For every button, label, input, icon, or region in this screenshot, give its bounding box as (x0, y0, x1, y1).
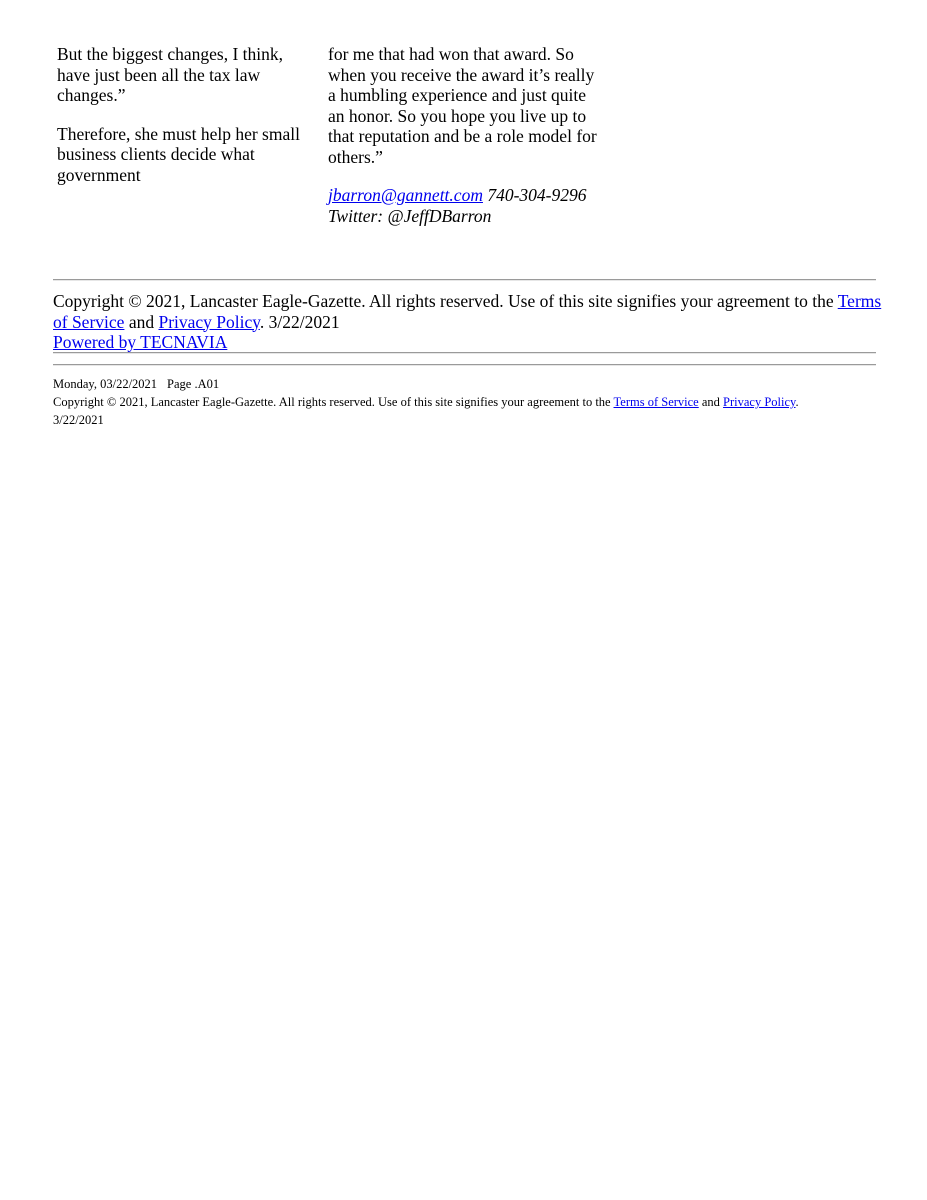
footer-copyright-text: Copyright © 2021, Lancaster Eagle-Gazette. All rights reserved. Use of this site signifies your agreement to the (53, 395, 614, 409)
footer-date-line: 3/22/2021 (53, 413, 104, 427)
footer-copyright-line (53, 393, 883, 411)
powered-by-line (53, 332, 883, 353)
footer-meta-line (53, 375, 883, 393)
footer-terms-of-service-link[interactable]: Terms of Service (613, 395, 699, 409)
divider (53, 352, 876, 354)
and-text: and (124, 311, 159, 332)
page-footer (53, 375, 883, 429)
terms-of-service-link[interactable]: Terms of Service (53, 291, 882, 332)
copyright-block (53, 291, 883, 353)
footer-page: Page .A01 (167, 377, 220, 391)
author-byline (328, 185, 603, 226)
article-paragraph: Therefore, she must help her small business clients decide what government (57, 123, 300, 185)
copyright-text: Copyright © 2021, Lancaster Eagle-Gazette. All rights reserved. Use of this site signifies your agreement to the (53, 291, 838, 311)
divider (53, 279, 876, 281)
article-column-1 (57, 44, 319, 185)
footer-period: . (795, 395, 799, 409)
footer-and-text: and (698, 395, 724, 409)
footer-privacy-policy-link[interactable]: Privacy Policy (723, 395, 796, 409)
article-column-2 (328, 44, 603, 226)
divider (53, 364, 876, 366)
powered-by-link[interactable]: Powered by TECNAVIA (53, 332, 228, 352)
privacy-policy-link[interactable]: Privacy Policy (158, 311, 260, 332)
copyright-line (53, 291, 883, 332)
article-paragraph: for me that had won that award. So when you receive the award it’s really a humbling experience and just quite an honor. So you hope you live up to that reputation and be a role model for others.” (328, 44, 597, 167)
article-paragraph: But the biggest changes, I think, have just been all the tax law changes.” (57, 44, 284, 105)
author-email-link[interactable]: jbarron@gannett.com (328, 185, 483, 205)
copyright-date: . 3/22/2021 (259, 311, 340, 332)
footer-date: Monday, 03/22/2021 (53, 377, 158, 391)
author-contact: 740-304-9296 Twitter: @JeffDBarron (328, 185, 587, 226)
